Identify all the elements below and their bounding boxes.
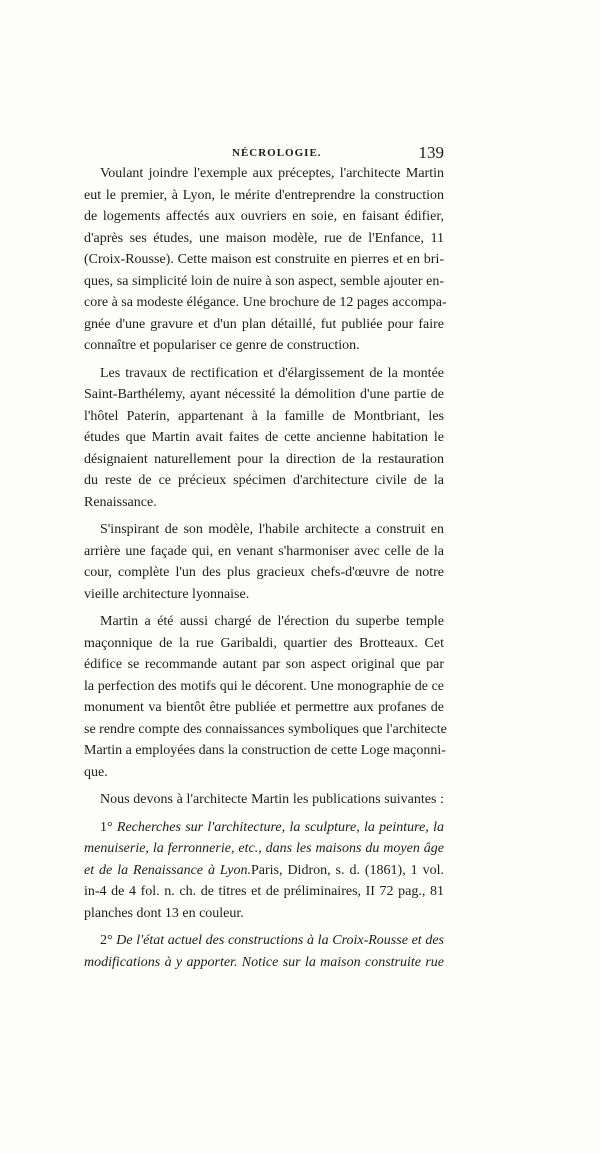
publication-title: De l'état actuel des constructions à la Croix-Rousse et des xyxy=(116,933,444,948)
paragraph-1 xyxy=(84,163,447,357)
publication-title: Recherches sur l'architecture, la sculpture, la peinture, la xyxy=(116,819,444,835)
text-line: l'hôtel Paterin, appartenant à la famille de Montbriant, les xyxy=(84,408,444,424)
text-line: vieille architecture lyonnaise. xyxy=(84,586,250,602)
text-line: Martin a employées dans la construction de cette Loge maçonni- xyxy=(84,743,446,758)
text-line: gnée d'une gravure et d'un plan détaillé, fut publiée pour faire xyxy=(84,316,444,332)
text-line: Renaissance. xyxy=(84,494,157,510)
text-line: édifice se recommande autant par son aspect original que par xyxy=(84,657,444,672)
list-marker: 1° xyxy=(100,819,113,835)
page-number: 139 xyxy=(418,143,444,162)
text-line: de logements affectés aux ouvriers en soie, en faisant édifier, xyxy=(84,209,444,224)
publication-title: menuiserie, la ferronnerie, etc., dans les maisons du moyen âge xyxy=(84,841,444,856)
text-line: arrière une façade qui, en venant s'harmoniser avec celle de la xyxy=(84,543,444,559)
publication-title: modifications à y apporter. Notice sur la maison construite rue xyxy=(84,954,444,970)
text-line: maçonnique de la rue Garibaldi, quartier des Brotteaux. Cet xyxy=(84,635,444,651)
text-line: Saint-Barthélemy, ayant nécessité la démolition d'une partie de xyxy=(84,387,444,402)
paragraph-5 xyxy=(84,789,444,811)
text-line: (Croix-Rousse). Cette maison est construite en pierres et en bri- xyxy=(84,252,444,267)
text-line: S'inspirant de son modèle, l'habile architecte a construit en xyxy=(100,522,444,537)
text-line: monument va bientôt être publiée et permettre aux profanes de xyxy=(84,700,444,715)
text-line: que. xyxy=(84,764,108,780)
text-line: Martin a été aussi chargé de l'érection du superbe temple xyxy=(100,614,444,629)
publication-details: planches dont 13 en couleur. xyxy=(84,905,244,921)
paragraph-3 xyxy=(84,519,444,605)
paragraph-2 xyxy=(84,363,444,514)
text-line: se rendre compte des connaissances symboliques que l'architecte xyxy=(84,721,447,737)
list-marker: 2° xyxy=(100,933,113,948)
text-line xyxy=(84,860,444,882)
text-line: Voulant joindre l'exemple aux préceptes, l'architecte Martin xyxy=(100,166,444,181)
text-line: core à sa modeste élégance. Une brochure de 12 pages accompa- xyxy=(84,295,447,310)
page-header xyxy=(84,143,444,165)
text-line: désignaient naturellement pour la direction de la restauration xyxy=(84,451,444,467)
text-line: Nous devons à l'architecte Martin les publications suivantes : xyxy=(100,792,444,807)
text-line xyxy=(84,930,444,952)
publication-title: et de la Renaissance à Lyon. xyxy=(84,862,251,878)
paragraph-4 xyxy=(84,611,447,783)
running-head: NÉCROLOGIE. xyxy=(232,147,322,159)
publication-1 xyxy=(84,817,444,925)
text-line: cour, complète l'un des plus gracieux chefs-d'œuvre de notre xyxy=(84,565,444,580)
text-line: d'après ses études, une maison modèle, rue de l'Enfance, 11 xyxy=(84,230,444,246)
text-line: Les travaux de rectification et d'élargissement de la montée xyxy=(100,365,444,381)
text-line xyxy=(84,817,444,839)
publication-details: Paris, Didron, s. d. (1861), 1 vol. xyxy=(251,862,444,878)
body-text xyxy=(84,163,447,979)
publication-2 xyxy=(84,930,444,973)
text-line: ques, sa simplicité loin de nuire à son aspect, semble ajouter en- xyxy=(84,273,444,289)
text-line: eut le premier, à Lyon, le mérite d'entreprendre la construction xyxy=(84,187,444,203)
text-line: la perfection des motifs qui le décorent. Une monographie de ce xyxy=(84,678,444,694)
text-line: connaître et populariser ce genre de construction. xyxy=(84,338,360,353)
text-line: études que Martin avait faites de cette ancienne habitation le xyxy=(84,430,444,445)
text-line: du reste de ce précieux spécimen d'architecture civile de la xyxy=(84,473,444,488)
publication-details: in-4 de 4 fol. n. ch. de titres et de préliminaires, II 72 pag., 81 xyxy=(84,884,444,899)
